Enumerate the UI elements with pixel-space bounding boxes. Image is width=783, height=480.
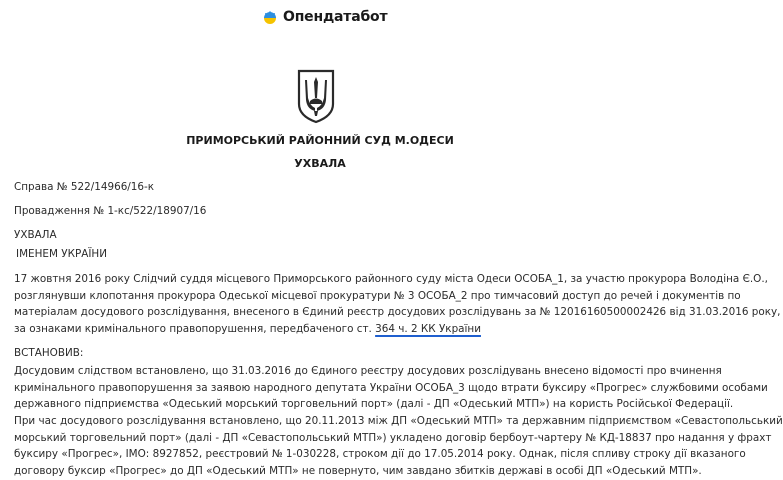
text-line: морський торговельний порт» (далі - ДП «Севастопольський МТП») укладено договір бербоут-чартеру № КД-18837 про надання у фрахт — [14, 431, 772, 444]
in-name-of-ukraine: ІМЕНЕМ УКРАЇНИ — [16, 248, 107, 260]
paragraph-established — [14, 363, 768, 413]
text-line: буксиру «Прогрес», ІМО: 8927852, реєстровий № 1-030228, строком дії до 17.05.2014 року. Однак, після спливу строку дії вказаного — [14, 448, 746, 460]
site-name: Опендатабот — [283, 9, 388, 25]
site-brand[interactable] — [262, 7, 387, 27]
sun-icon — [262, 9, 278, 25]
established-heading: ВСТАНОВИВ: — [14, 347, 84, 359]
highlighted-article: 364 ч. 2 КК України — [375, 322, 481, 335]
text-line — [14, 321, 629, 338]
text-line: Досудовим слідством встановлено, що 31.03.2016 до Єдиного реєстру досудових розслідувань внесено відомості про вчинення — [14, 365, 722, 377]
text-line: договору буксир «Прогрес» до ДП «Одеський МТП» не повернуто, чим завдано збитків державі в особі ДП «Одеський МТП». — [14, 464, 702, 477]
paragraph-intro — [14, 271, 781, 337]
document-type: УХВАЛА — [294, 157, 346, 170]
proceeding-number: Провадження № 1-кс/522/18907/16 — [14, 205, 207, 217]
court-name: ПРИМОРСЬКИЙ РАЙОННИЙ СУД М.ОДЕСИ — [186, 134, 454, 147]
text-line: матеріалам досудового розслідування, внесеного в Єдиний реєстр досудових розслідувань за № 12016160500002426 від 31.03.2016 року, — [14, 306, 781, 318]
text-line: 17 жовтня 2016 року Слідчий суддя місцевого Приморського районного суду міста Одеси ОСОБА_1, за участю прокурора Володіна Є.О., — [14, 273, 768, 285]
case-number: Справа № 522/14966/16-к — [14, 181, 155, 193]
paragraph-investigation — [14, 413, 783, 479]
text-line: При час досудового розслідування встановлено, що 20.11.2013 між ДП «Одеський МТП» та державним підприємством «Севастопольський — [14, 415, 783, 427]
tryzub-coat-of-arms-icon — [296, 68, 336, 124]
text-fragment: за ознаками кримінального правопорушення, передбаченого ст. — [14, 322, 376, 335]
text-line: кримінального правопорушення за заявою народного депутата України ОСОБА_3 щодо втрати буксиру «Прогрес» службовими особами — [14, 381, 768, 394]
ruling-title: УХВАЛА — [14, 229, 57, 241]
text-line: розглянувши клопотання прокурора Одеської місцевої прокуратури № 3 ОСОБА_2 про тимчасовий доступ до речей і документів по — [14, 289, 741, 302]
text-line: державного підприємства «Одеський морський торговельний порт» (далі - ДП «Одеський МТП») на користь Російської Федерації. — [14, 398, 734, 410]
